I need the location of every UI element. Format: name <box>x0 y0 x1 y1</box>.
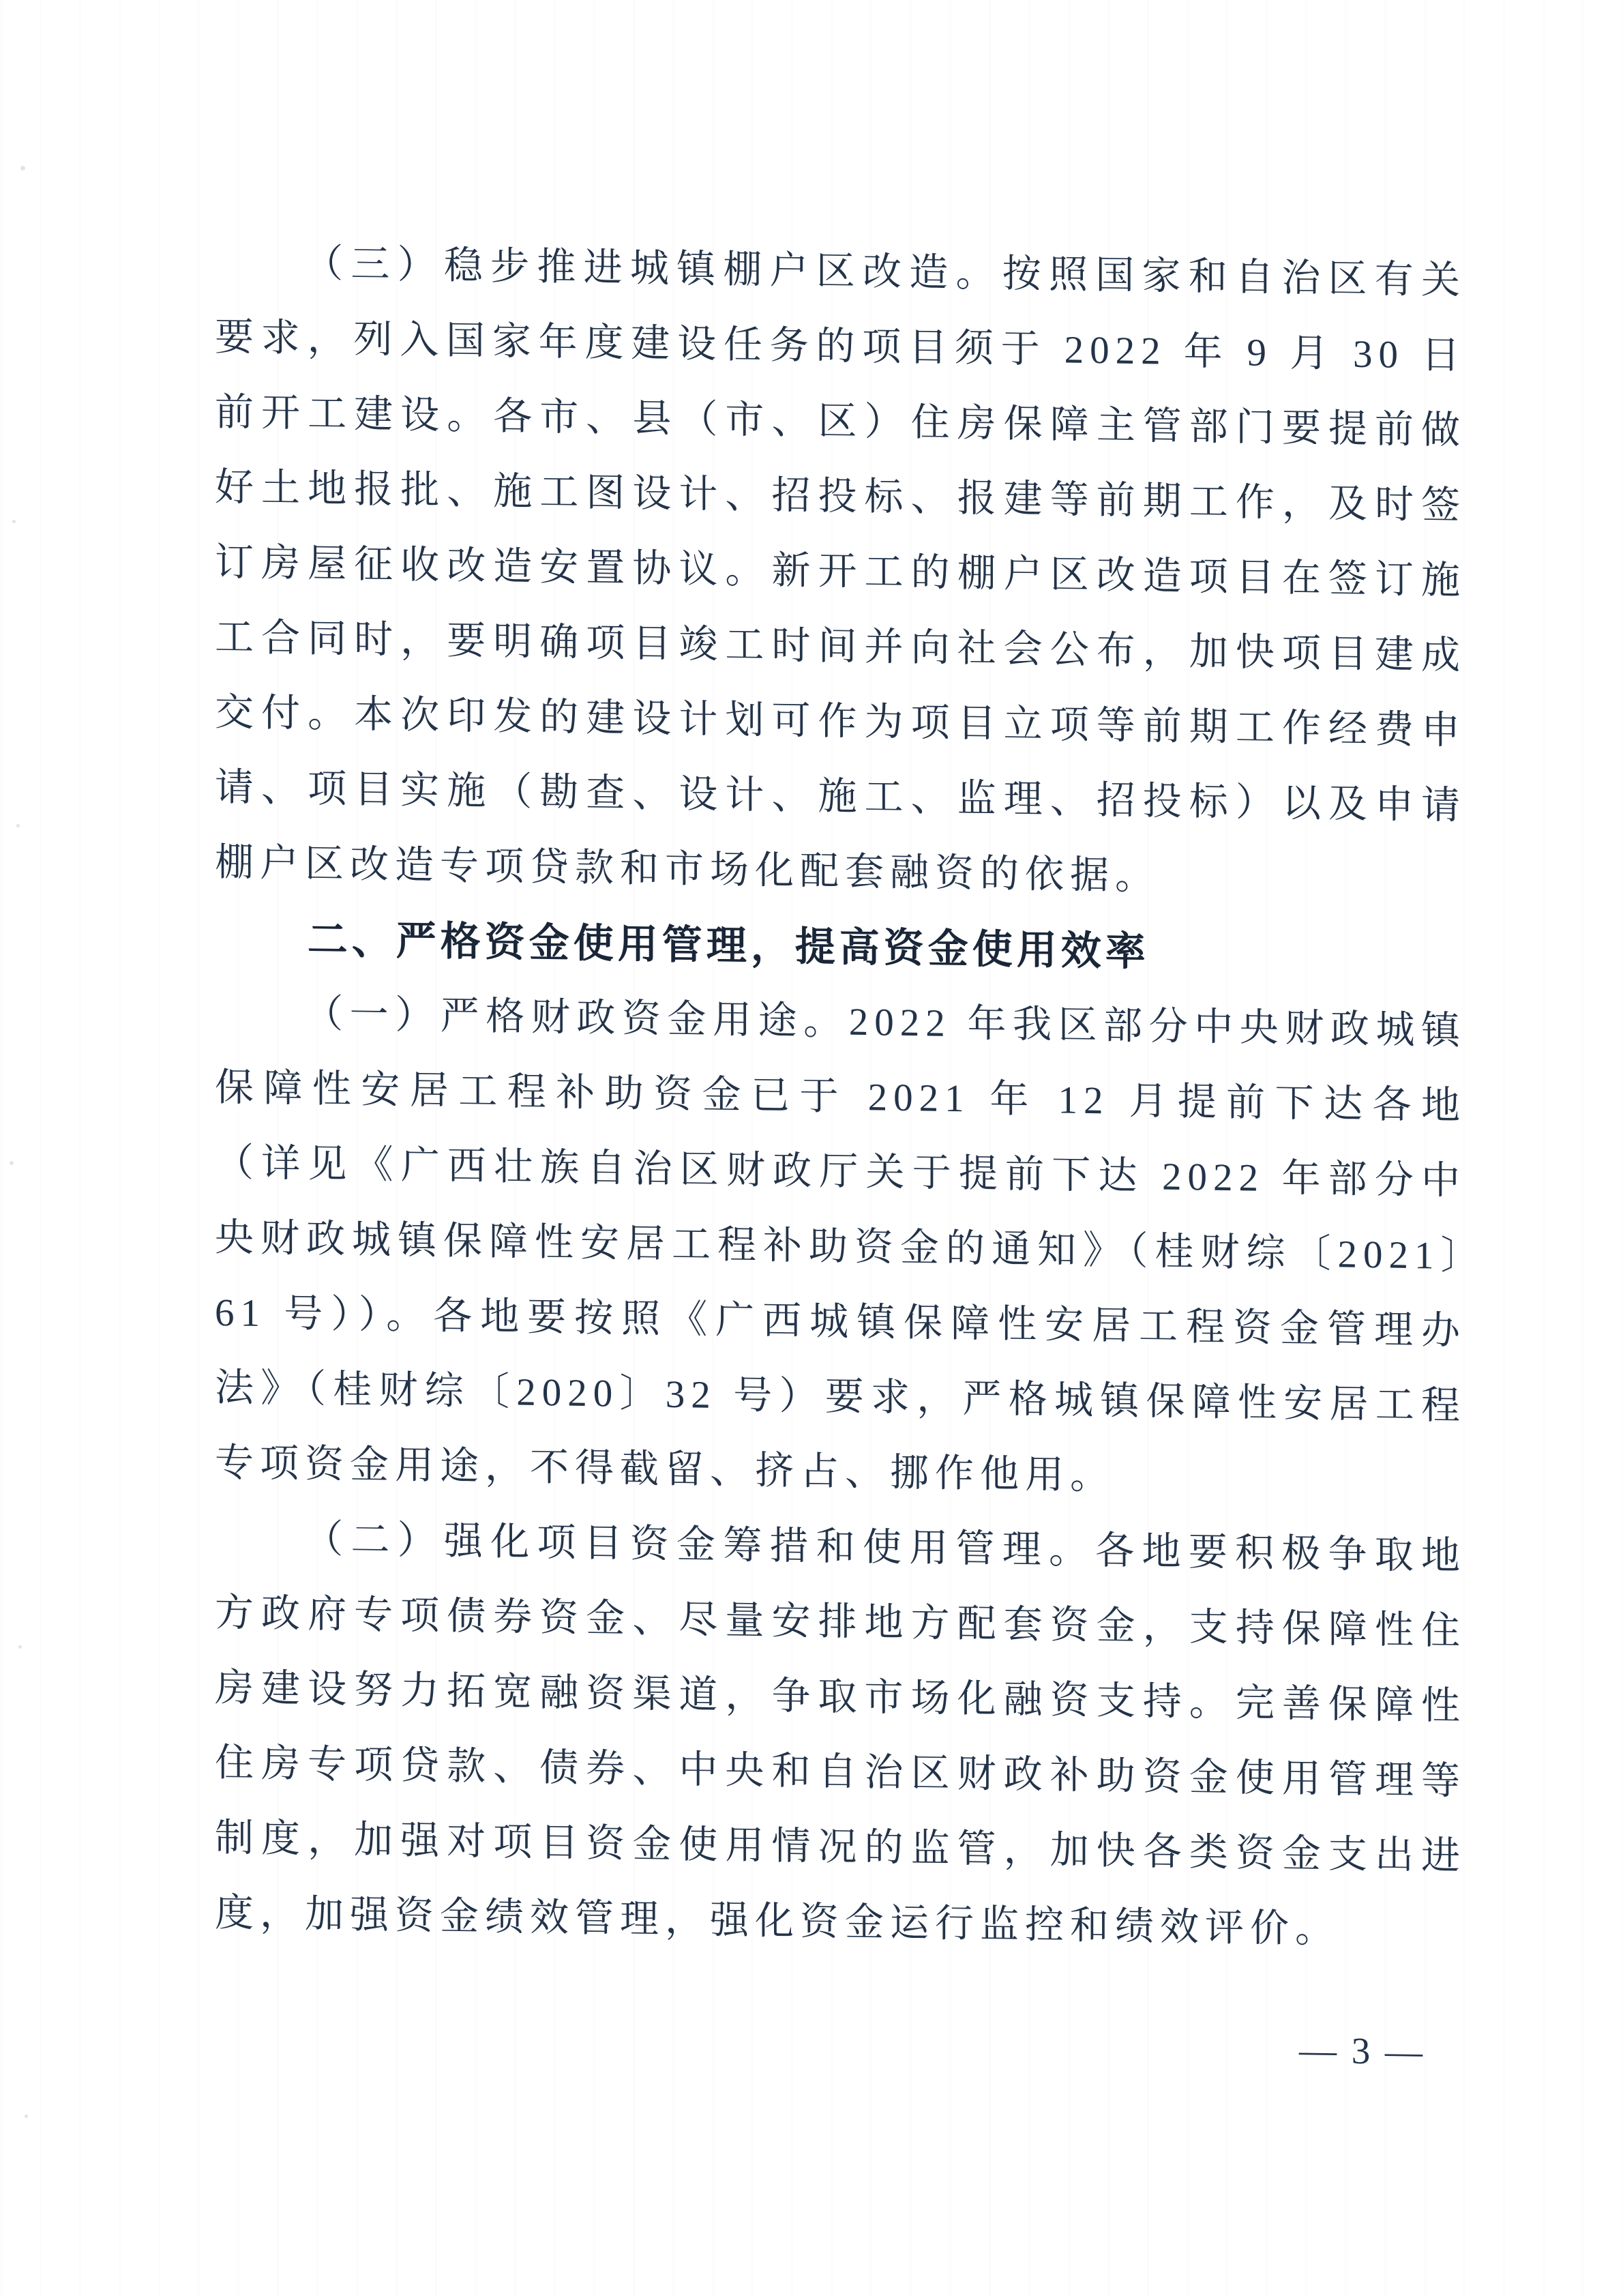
paragraph-fund-raising-management: （二）强化项目资金筹措和使用管理。各地要积极争取地方政府专项债券资金、尽量安排地方配套资金，支持保障性住房建设努力拓宽融资渠道，争取市场化融资支持。完善保障性住房专项贷款、债券、中央和自治区财政补助资金使用管理等制度，加强对项目资金使用情况的监管，加快各类资金支出进度，加强资金绩效管理，强化资金运行监控和绩效评价。 <box>215 1517 1466 1952</box>
section-heading-funds-management: 二、严格资金使用管理，提高资金使用效率 <box>307 915 1150 975</box>
paragraph-fiscal-fund-usage: （一）严格财政资金用途。2022 年我区部分中央财政城镇保障性安居工程补助资金已于 2021 年 12 月提前下达各地（详见《广西壮族自治区财政厅关于提前下达 2022 年部分中央财政城镇保障性安居工程补助资金的通知》（桂财综〔2021〕61 号））。各地要按照《广西城镇保障性安居工程资金管理办法》（桂财综〔2020〕32 号）要求，严格城镇保障性安居工程专项资金用途，不得截留、挤占、挪作他用。 <box>215 992 1466 1498</box>
scan-artifact <box>20 166 25 171</box>
document-body <box>215 225 1466 1969</box>
scan-artifact <box>12 520 16 523</box>
scan-artifact <box>25 2115 28 2118</box>
scan-artifact <box>16 824 20 827</box>
paragraph-shantytown-renovation: （三）稳步推进城镇棚户区改造。按照国家和自治区有关要求，列入国家年度建设任务的项目须于 2022 年 9 月 30 日前开工建设。各市、县（市、区）住房保障主管部门要提前做好土地报批、施工图设计、招投标、报建等前期工作，及时签订房屋征收改造安置协议。新开工的棚户区改造项目在签订施工合同时，要明确项目竣工时间并向社会公布，加快项目建成交付。本次印发的建设计划可作为项目立项等前期工作经费申请、项目实施（勘查、设计、施工、监理、招投标）以及申请棚户区改造专项贷款和市场化配套融资的依据。 <box>215 241 1466 898</box>
scan-artifact <box>18 1645 22 1649</box>
page-number: — 3 — <box>1299 2029 1425 2073</box>
scan-artifact <box>10 1161 14 1165</box>
